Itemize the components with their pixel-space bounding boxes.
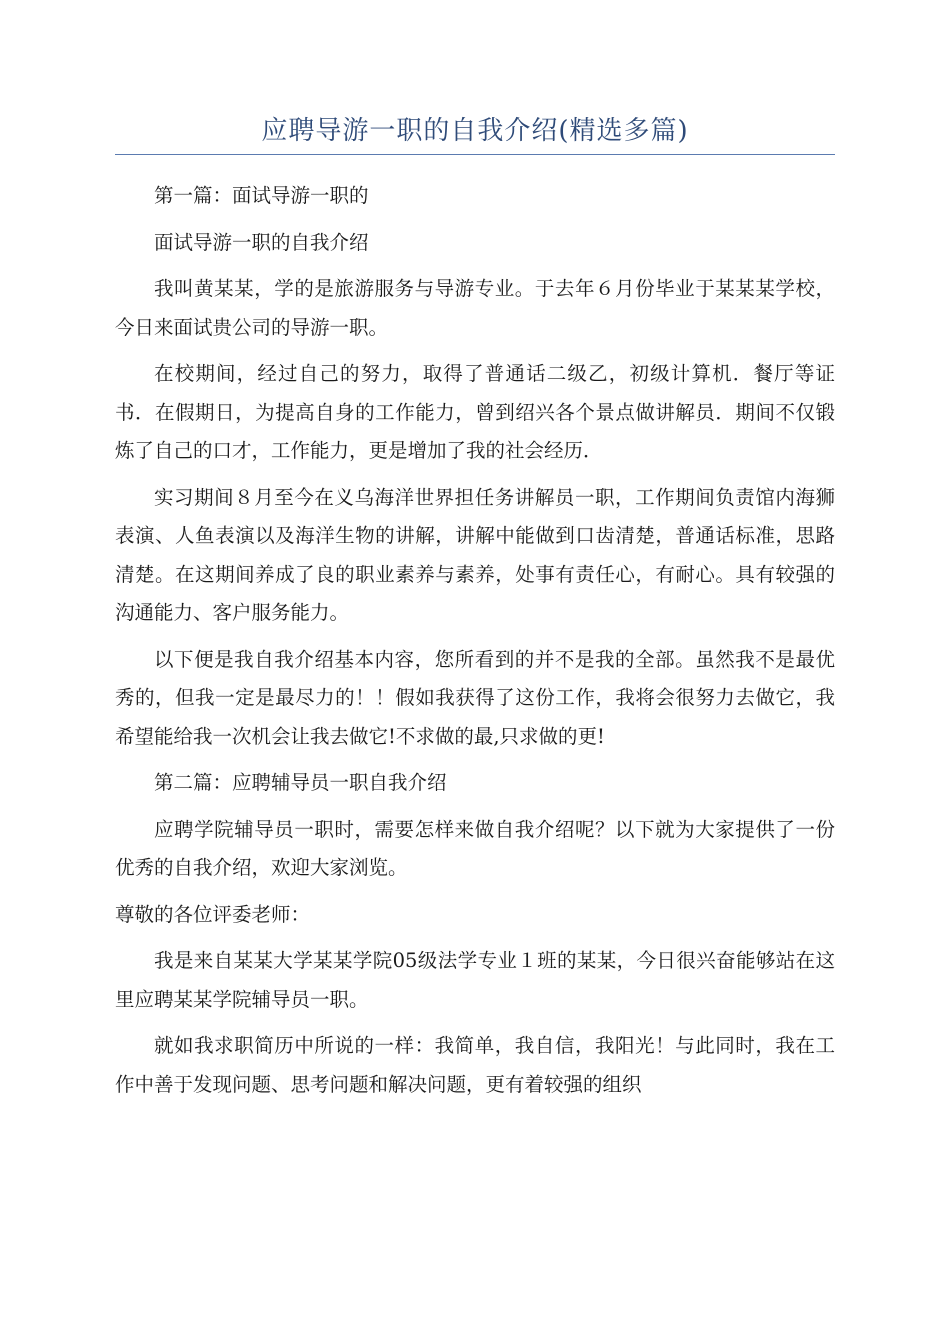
paragraph-10: 我是来自某某大学某某学院05级法学专业１班的某某，今日很兴奋能够站在这里应聘某某学院辅导员一职。 bbox=[115, 949, 835, 1011]
paragraph-2: 面试导游一职的自我介绍 bbox=[154, 230, 369, 254]
document-page bbox=[115, 112, 835, 1112]
paragraph-8: 应聘学院辅导员一职时，需要怎样来做自我介绍呢？以下就为大家提供了一份优秀的自我介绍，欢迎大家浏览。 bbox=[115, 817, 835, 879]
paragraph-4: 在校期间，经过自己的努力，取得了普通话二级乙，初级计算机．餐厅等证书．在假期日，为提高自身的工作能力，曾到绍兴各个景点做讲解员．期间不仅锻炼了自己的口才，工作能力，更是增加了我的社会经历． bbox=[115, 362, 835, 462]
paragraph-11: 就如我求职简历中所说的一样：我简单，我自信，我阳光！与此同时，我在工作中善于发现问题、思考问题和解决问题，更有着较强的组织 bbox=[115, 1034, 835, 1096]
paragraph-5: 实习期间８月至今在义乌海洋世界担任务讲解员一职，工作期间负责馆内海狮表演、人鱼表演以及海洋生物的讲解，讲解中能做到口齿清楚，普通话标准，思路清楚。在这期间养成了良的职业素养与素养，处事有责任心，有耐心。具有较强的沟通能力、客户服务能力。 bbox=[115, 485, 835, 624]
document-title: 应聘导游一职的自我介绍(精选多篇) bbox=[261, 116, 689, 146]
paragraph-9: 尊敬的各位评委老师： bbox=[115, 902, 311, 926]
paragraph-6: 以下便是我自我介绍基本内容，您所看到的并不是我的全部。虽然我不是最优秀的，但我一定是最尽力的！！假如我获得了这份工作，我将会很努力去做它，我希望能给我一次机会让我去做它!不求做的最,只求做的更! bbox=[115, 647, 835, 748]
title-underline bbox=[115, 154, 835, 155]
paragraph-1: 第一篇：面试导游一职的 bbox=[154, 184, 369, 207]
paragraph-7: 第二篇：应聘辅导员一职自我介绍 bbox=[154, 771, 447, 794]
paragraph-3: 我叫黄某某，学的是旅游服务与导游专业。于去年６月份毕业于某某某学校，今日来面试贵公司的导游一职。 bbox=[115, 277, 835, 339]
